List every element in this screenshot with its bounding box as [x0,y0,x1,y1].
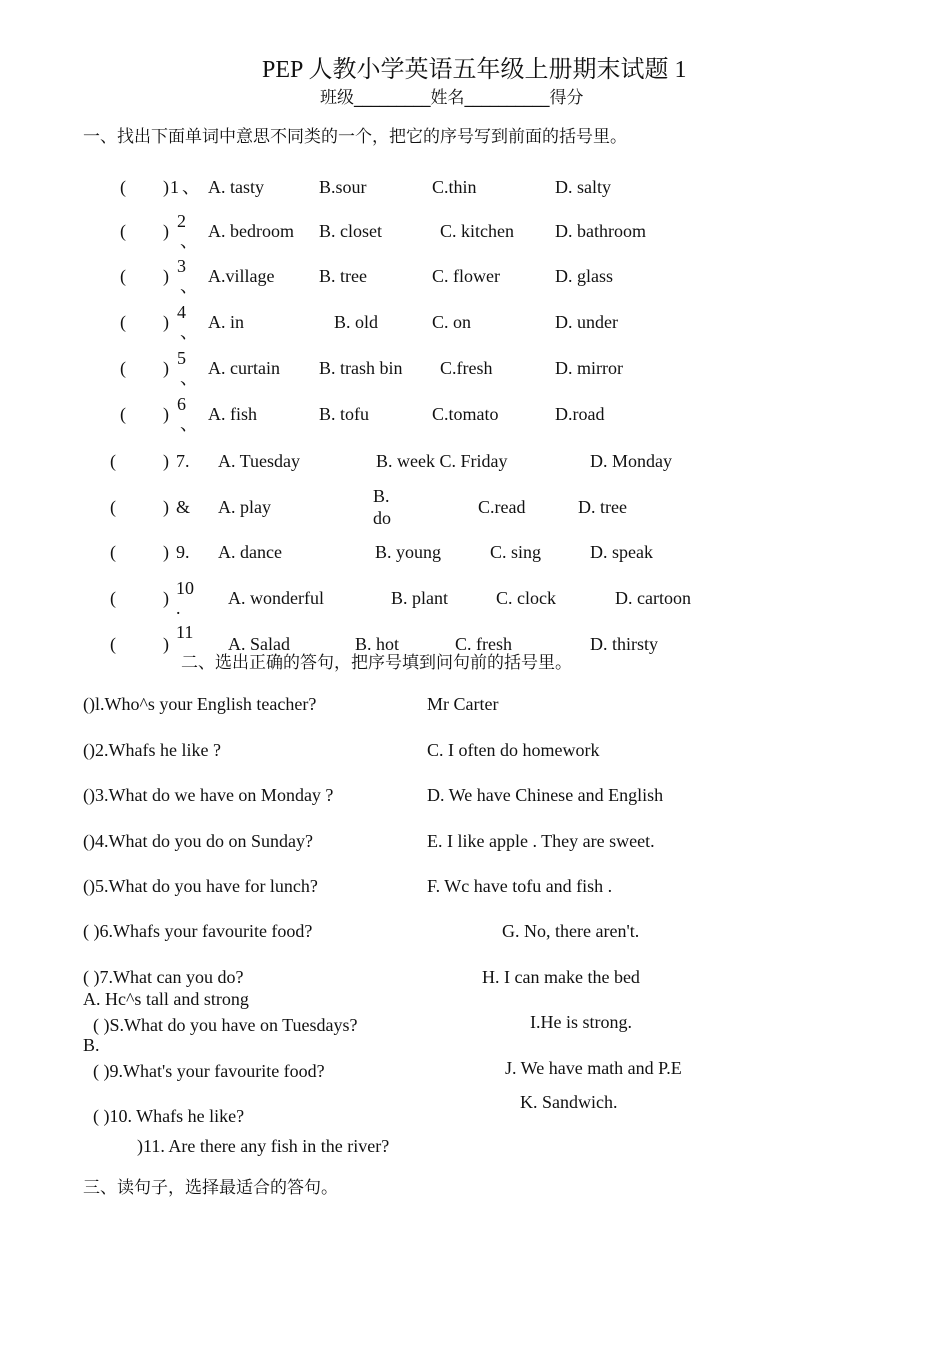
option-d: D. Monday [590,451,672,471]
option-b: B.sour [319,177,367,197]
answer-paren-close: ) [163,266,169,286]
option-a: A. Tuesday [218,451,301,471]
option-b: B. plant [391,588,448,608]
option-b: B. closet [319,221,382,241]
option-d: D. thirsty [590,634,659,654]
matching-question[interactable]: ( )6.Whafs your favourite food? [83,921,313,941]
answer-paren-open[interactable]: ( [120,266,126,286]
answer-paren-open[interactable]: ( [110,588,116,608]
section2-heading: 二、选出正确的答句，把序号填到问句前的括号里。 [181,653,572,673]
question-number-mark: 、 [180,276,198,296]
matching-answer-b: B. [83,1035,100,1055]
answer-paren-open[interactable]: ( [120,358,126,378]
answer-paren-open[interactable]: ( [110,497,116,517]
matching-answer: J. We have math and P.E [505,1058,682,1078]
question-number: 4 [177,302,186,322]
section1-heading: 一、找出下面单词中意思不同类的一个，把它的序号写到前面的括号里。 [83,127,627,147]
question-number: 9. [176,542,190,562]
option-d: D. cartoon [615,588,691,608]
matching-answer: D. We have Chinese and English [427,785,664,805]
option-b: B. [373,486,390,506]
option-b: B. trash bin [319,358,403,378]
option-c: C.fresh [440,358,493,378]
page-title: PEP 人教小学英语五年级上册期末试题 1 [262,57,687,83]
matching-answer: K. Sandwich. [520,1092,618,1112]
answer-paren-open[interactable]: ( [110,451,116,471]
option-c: C.thin [432,177,477,197]
question-number-mark: 、 [180,231,198,251]
option-b: B. tree [319,266,367,286]
answer-paren-open[interactable]: ( [120,404,126,424]
question-number-mark: 、 [182,177,200,197]
answer-paren-open[interactable]: ( [110,542,116,562]
option-c: C. clock [496,588,556,608]
question-number: 7. [176,451,190,471]
option-d: D. mirror [555,358,623,378]
matching-question[interactable]: ()3.What do we have on Monday ? [83,785,334,805]
option-c: C. fresh [455,634,512,654]
option-b-word: do [373,508,391,528]
option-a: A. in [208,312,244,332]
question-number: 5 [177,348,186,368]
matching-question[interactable]: ( )9.What's your favourite food? [93,1061,325,1081]
option-a: A. play [218,497,271,517]
answer-paren-close: ) [163,451,169,471]
option-b-c: B. week C. Friday [376,451,508,471]
answer-paren-open[interactable]: ( [120,177,126,197]
answer-paren-close: ) [163,221,169,241]
question-number-mark: 、 [180,368,198,388]
option-d: D. salty [555,177,611,197]
option-c: C.tomato [432,404,499,424]
option-d: D. under [555,312,618,332]
option-a: A.village [208,266,275,286]
option-a: A. dance [218,542,282,562]
option-b: B. tofu [319,404,370,424]
question-number-mark: . [176,598,181,618]
question-number: 11 [176,622,194,642]
question-number: 1 [170,177,179,197]
question-number: 3 [177,256,186,276]
section3-heading: 三、读句子，选择最适合的答句。 [83,1178,338,1198]
answer-paren-close: ) [163,634,169,654]
option-b: B. young [375,542,442,562]
matching-answer: H. I can make the bed [482,967,640,987]
answer-paren-close: ) [163,312,169,332]
answer-paren-close: ) [163,404,169,424]
matching-question[interactable]: ()l.Who^s your English teacher? [83,694,317,714]
matching-question[interactable]: ( )S.What do you have on Tuesdays? [93,1015,358,1035]
question-number: & [176,497,191,517]
matching-question[interactable]: )11. Are there any fish in the river? [137,1136,390,1156]
option-a: A. tasty [208,177,264,197]
question-number-mark: 、 [180,322,198,342]
option-a: A. fish [208,404,257,424]
matching-question[interactable]: ()5.What do you have for lunch? [83,876,318,896]
option-d: D. glass [555,266,613,286]
option-c: C.read [478,497,526,517]
option-a: A. bedroom [208,221,294,241]
matching-answer: E. I like apple . They are sweet. [427,831,655,851]
option-d: D. bathroom [555,221,646,241]
answer-paren-open[interactable]: ( [120,312,126,332]
answer-paren-close: ) [163,358,169,378]
matching-question[interactable]: ( )7.What can you do? [83,967,244,987]
option-b: B. old [334,312,379,332]
matching-answer: G. No, there aren't. [502,921,640,941]
matching-answer-a: A. Hc^s tall and strong [83,989,249,1009]
question-number: 10 [176,578,194,598]
option-d: D. speak [590,542,653,562]
answer-paren-close: ) [163,497,169,517]
option-b: B. hot [355,634,400,654]
option-c: C. on [432,312,472,332]
matching-answer: F. Wc have tofu and fish . [427,876,613,896]
answer-paren-close: ) [163,177,169,197]
question-number: 2 [177,211,186,231]
matching-answer: I.He is strong. [530,1012,632,1032]
answer-paren-close: ) [163,588,169,608]
answer-paren-close: ) [163,542,169,562]
matching-answer: Mr Carter [427,694,499,714]
answer-paren-open[interactable]: ( [110,634,116,654]
student-info-line: 班级_________姓名__________得分 [320,88,584,108]
question-number: 6 [177,394,186,414]
matching-question[interactable]: ()2.Whafs he like ? [83,740,221,760]
option-a: A. curtain [208,358,280,378]
option-c: C. flower [432,266,500,286]
option-a: A. wonderful [228,588,324,608]
option-c: C. sing [490,542,542,562]
matching-question[interactable]: ()4.What do you do on Sunday? [83,831,313,851]
option-c: C. kitchen [440,221,514,241]
answer-paren-open[interactable]: ( [120,221,126,241]
matching-answer: C. I often do homework [427,740,600,760]
option-a: A. Salad [228,634,290,654]
question-number-mark: 、 [180,414,198,434]
option-d: D.road [555,404,605,424]
matching-question[interactable]: ( )10. Whafs he like? [93,1106,245,1126]
option-d: D. tree [578,497,627,517]
